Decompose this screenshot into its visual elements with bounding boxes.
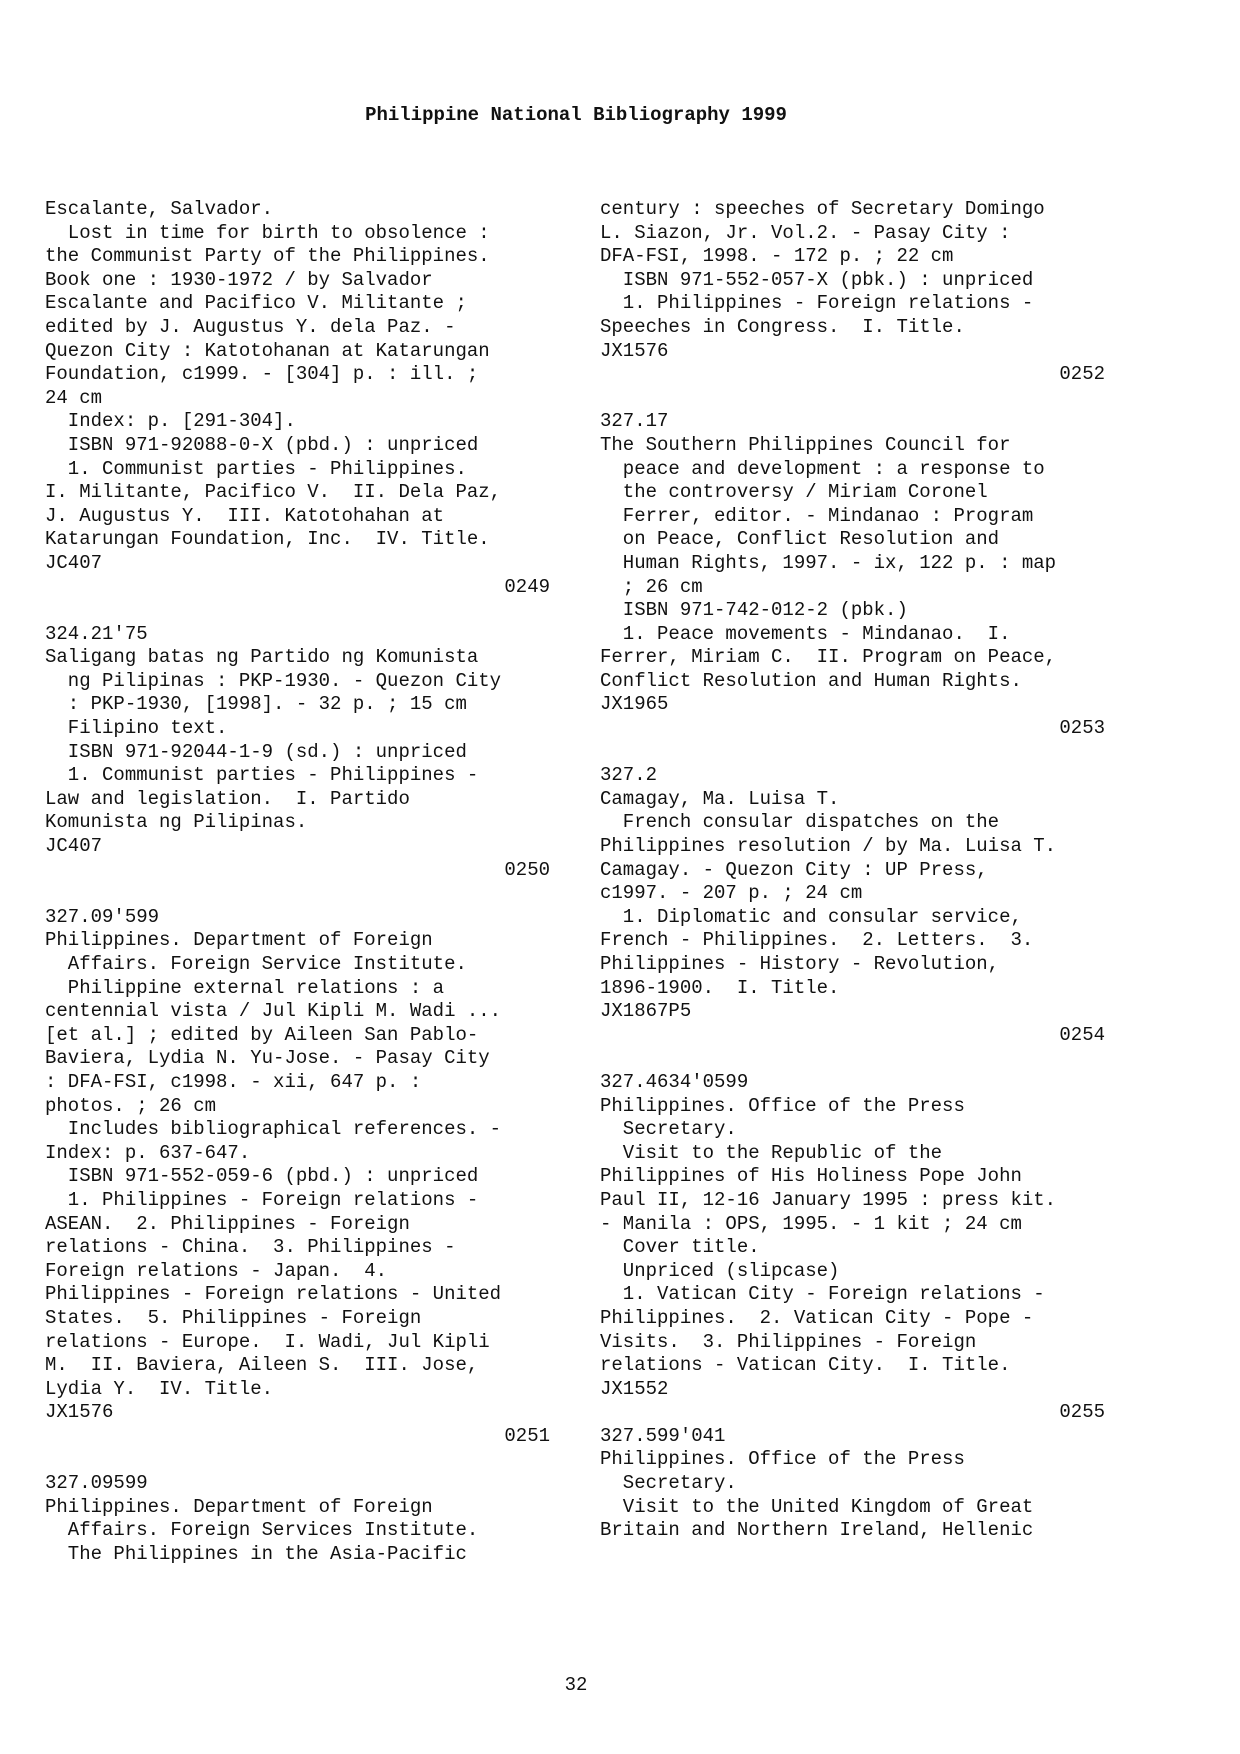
text-line: 1. Communist parties - Philippines - xyxy=(45,764,479,787)
entry-number: 0254 xyxy=(1059,1023,1105,1046)
text-line: Includes bibliographical references. - xyxy=(45,1118,502,1141)
text-line: Foreign relations - Japan. 4. xyxy=(45,1259,388,1282)
text-line: : PKP-1930, [1998]. - 32 p. ; 15 cm xyxy=(45,693,467,716)
text-line: JX1867P5 xyxy=(600,1000,692,1023)
text-line: 327.4634'0599 xyxy=(600,1070,749,1093)
text-line: JX1576 xyxy=(45,1401,114,1424)
text-line: J. Augustus Y. III. Katotohahan at xyxy=(45,504,445,527)
text-line: Quezon City : Katotohanan at Katarungan xyxy=(45,339,490,362)
text-line: Paul II, 12-16 January 1995 : press kit. xyxy=(600,1188,1057,1211)
text-line: ISBN 971-92088-0-X (pbd.) : unpriced xyxy=(45,433,479,456)
text-line: Book one : 1930-1972 / by Salvador xyxy=(45,268,433,291)
text-line: : DFA-FSI, c1998. - xii, 647 p. : xyxy=(45,1070,422,1093)
text-line: on Peace, Conflict Resolution and xyxy=(600,528,1000,551)
text-line xyxy=(600,741,1105,765)
text-line: JX1552 xyxy=(600,1377,669,1400)
text-line: 327.09599 xyxy=(45,1472,148,1495)
text-line: 1. Vatican City - Foreign relations - xyxy=(600,1283,1045,1306)
text-line: Secretary. xyxy=(600,1472,737,1495)
text-line: L. Siazon, Jr. Vol.2. - Pasay City : xyxy=(600,221,1011,244)
text-line: [et al.] ; edited by Aileen San Pablo- xyxy=(45,1023,479,1046)
text-line: 1. Diplomatic and consular service, xyxy=(600,905,1022,928)
text-line: Saligang batas ng Partido ng Komunista xyxy=(45,646,479,669)
text-line: Ferrer, editor. - Mindanao : Program xyxy=(600,504,1034,527)
text-line: 1. Peace movements - Mindanao. I. xyxy=(600,622,1011,645)
text-line: Philippines. Department of Foreign xyxy=(45,929,433,952)
text-line: edited by J. Augustus Y. dela Paz. - xyxy=(45,315,456,338)
text-line: Visits. 3. Philippines - Foreign xyxy=(600,1330,977,1353)
text-line: Visit to the United Kingdom of Great xyxy=(600,1495,1034,1518)
text-line: Filipino text. xyxy=(45,717,228,740)
page-number: 32 xyxy=(564,1674,588,1696)
entry-number: 0253 xyxy=(1059,717,1105,740)
text-line: 327.09'599 xyxy=(45,905,160,928)
text-line xyxy=(600,387,1105,411)
text-line: Baviera, Lydia N. Yu-Jose. - Pasay City xyxy=(45,1047,490,1070)
text-line: Law and legislation. I. Partido xyxy=(45,787,410,810)
text-line: Secretary. xyxy=(600,1118,737,1141)
entry-number: 0251 xyxy=(504,1424,550,1447)
page-title: Philippine National Bibliography 1999 xyxy=(365,104,787,126)
entry-number: 0255 xyxy=(1059,1401,1105,1424)
text-line: ISBN 971-552-057-X (pbk.) : unpriced xyxy=(600,268,1034,291)
text-line: relations - Vatican City. I. Title. xyxy=(600,1354,1011,1377)
text-line: Camagay, Ma. Luisa T. xyxy=(600,787,840,810)
text-line: JC407 xyxy=(45,835,103,858)
text-line: - Manila : OPS, 1995. - 1 kit ; 24 cm xyxy=(600,1212,1022,1235)
text-line: ISBN 971-742-012-2 (pbk.) xyxy=(600,599,908,622)
text-line: I. Militante, Pacifico V. II. Dela Paz, xyxy=(45,481,502,504)
text-line: Komunista ng Pilipinas. xyxy=(45,811,308,834)
text-line: ng Pilipinas : PKP-1930. - Quezon City xyxy=(45,669,502,692)
text-line: 324.21'75 xyxy=(45,622,148,645)
text-line: French consular dispatches on the xyxy=(600,811,1000,834)
text-line: c1997. - 207 p. ; 24 cm xyxy=(600,882,863,905)
text-line: ; 26 cm xyxy=(600,575,703,598)
text-line: Philippines. 2. Vatican City - Pope - xyxy=(600,1306,1034,1329)
text-line: 327.599'041 xyxy=(600,1424,726,1447)
text-line: Ferrer, Miriam C. II. Program on Peace, xyxy=(600,646,1057,669)
text-line: Lost in time for birth to obsolence : xyxy=(45,221,490,244)
text-line xyxy=(600,1047,1105,1071)
text-line: JX1576 xyxy=(600,339,669,362)
text-line: peace and development : a response to xyxy=(600,457,1045,480)
text-line: Visit to the Republic of the xyxy=(600,1141,943,1164)
text-line: Affairs. Foreign Service Institute. xyxy=(45,953,467,975)
text-line: ISBN 971-552-059-6 (pbd.) : unpriced xyxy=(45,1165,479,1188)
entry-number: 0250 xyxy=(504,858,550,881)
text-line: Index: p. [291-304]. xyxy=(45,410,296,433)
text-line xyxy=(45,1448,550,1472)
text-line: Escalante, Salvador. xyxy=(45,198,274,220)
column-left xyxy=(45,198,550,1566)
text-line: Index: p. 637-647. xyxy=(45,1141,251,1164)
text-line: 24 cm xyxy=(45,386,103,409)
text-line: 1896-1900. I. Title. xyxy=(600,976,840,999)
text-line: Philippines - History - Revolution, xyxy=(600,953,1000,975)
text-line: 1. Communist parties - Philippines. xyxy=(45,457,467,480)
text-line: Britain and Northern Ireland, Hellenic xyxy=(600,1519,1034,1542)
text-line: Philippines - Foreign relations - United xyxy=(45,1283,502,1306)
text-line: 1. Philippines - Foreign relations - xyxy=(45,1188,479,1211)
text-line: Lydia Y. IV. Title. xyxy=(45,1377,274,1400)
text-line: The Southern Philippines Council for xyxy=(600,433,1011,456)
entry-number: 0252 xyxy=(1059,363,1105,386)
text-line: Philippines. Office of the Press xyxy=(600,1094,965,1117)
text-line: 327.2 xyxy=(600,764,658,787)
text-line: Human Rights, 1997. - ix, 122 p. : map xyxy=(600,551,1057,574)
text-line: Unpriced (slipcase) xyxy=(600,1259,840,1282)
text-line: centennial vista / Jul Kipli M. Wadi ... xyxy=(45,1000,502,1023)
text-line: century : speeches of Secretary Domingo xyxy=(600,198,1045,220)
text-line: JX1965 xyxy=(600,693,669,716)
column-right xyxy=(600,198,1105,1543)
text-line: Conflict Resolution and Human Rights. xyxy=(600,669,1022,692)
text-line: The Philippines in the Asia-Pacific xyxy=(45,1542,467,1565)
text-line: Philippines. Office of the Press xyxy=(600,1448,965,1471)
text-line: Foundation, c1999. - [304] p. : ill. ; xyxy=(45,363,479,386)
text-line: M. II. Baviera, Aileen S. III. Jose, xyxy=(45,1354,479,1377)
text-line: Katarungan Foundation, Inc. IV. Title. xyxy=(45,528,490,551)
text-line: Camagay. - Quezon City : UP Press, xyxy=(600,858,988,881)
text-line: Escalante and Pacifico V. Militante ; xyxy=(45,292,467,315)
text-line: 1. Philippines - Foreign relations - xyxy=(600,292,1034,315)
text-line: the controversy / Miriam Coronel xyxy=(600,481,988,504)
text-line: States. 5. Philippines - Foreign xyxy=(45,1306,422,1329)
text-line: ASEAN. 2. Philippines - Foreign xyxy=(45,1212,410,1235)
entry-number: 0249 xyxy=(504,575,550,598)
text-line xyxy=(45,599,550,623)
text-line: Philippines of His Holiness Pope John xyxy=(600,1165,1022,1188)
text-line: JC407 xyxy=(45,551,103,574)
text-line: Cover title. xyxy=(600,1236,760,1259)
text-line: French - Philippines. 2. Letters. 3. xyxy=(600,929,1034,952)
text-line: Speeches in Congress. I. Title. xyxy=(600,315,965,338)
text-line: ISBN 971-92044-1-9 (sd.) : unpriced xyxy=(45,740,467,763)
text-line: Philippines. Department of Foreign xyxy=(45,1495,433,1518)
text-line: relations - Europe. I. Wadi, Jul Kipli xyxy=(45,1330,490,1353)
text-line: relations - China. 3. Philippines - xyxy=(45,1236,456,1259)
text-line: Affairs. Foreign Services Institute. xyxy=(45,1519,479,1542)
text-line xyxy=(45,882,550,906)
text-line: Philippines resolution / by Ma. Luisa T. xyxy=(600,835,1057,858)
text-line: Philippine external relations : a xyxy=(45,976,445,999)
text-line: the Communist Party of the Philippines. xyxy=(45,245,490,268)
text-line: photos. ; 26 cm xyxy=(45,1094,217,1117)
text-line: 327.17 xyxy=(600,410,669,433)
text-line: DFA-FSI, 1998. - 172 p. ; 22 cm xyxy=(600,245,954,268)
